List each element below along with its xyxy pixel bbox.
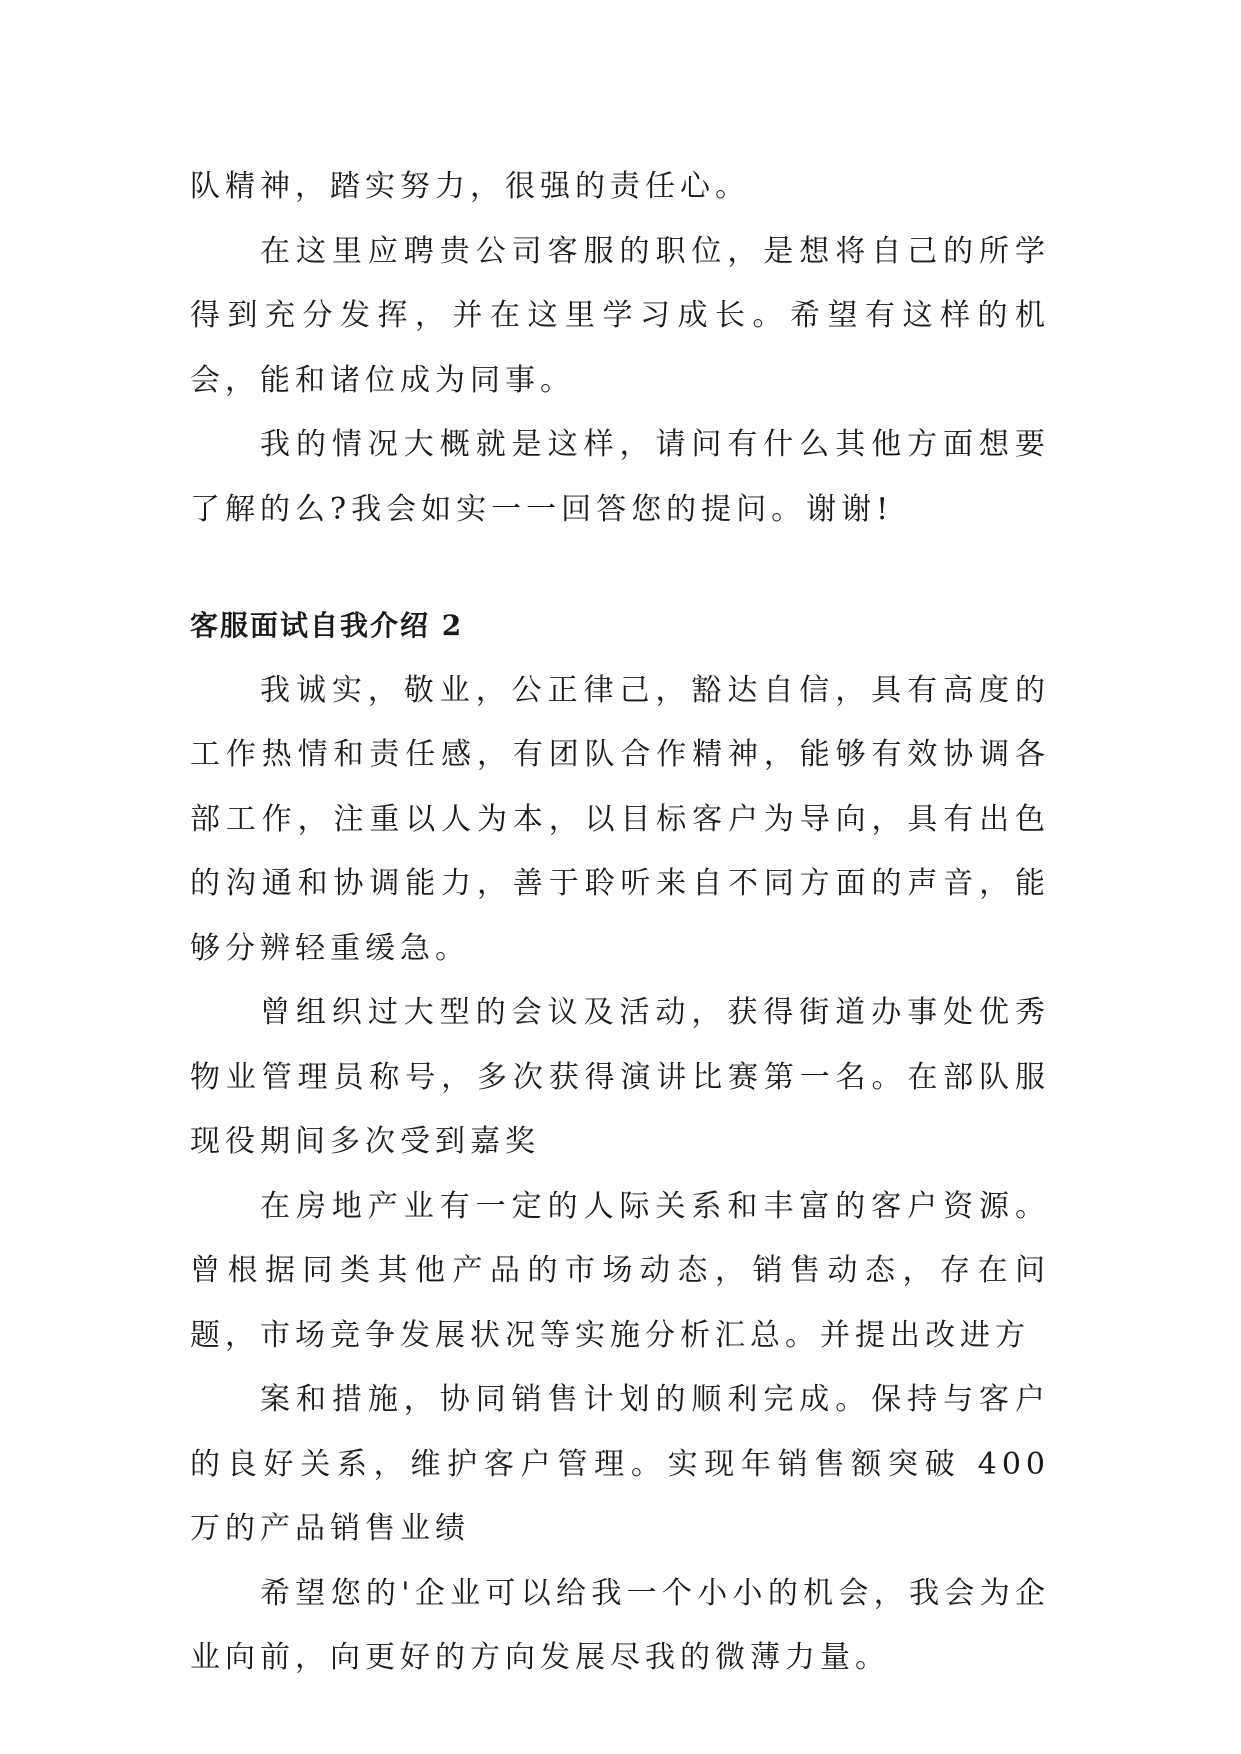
paragraph: 案和措施，协同销售计划的顺利完成。保持与客户的良好关系，维护客户管理。实现年销售额突破 400 万的产品销售业绩 xyxy=(190,1382,1050,1546)
paragraph: 我的情况大概就是这样，请问有什么其他方面想要了解的么?我会如实一一回答您的提问。谢谢! xyxy=(190,427,1050,527)
section-title: 客服面试自我介绍 2 xyxy=(190,609,464,642)
paragraph: 希望您的'企业可以给我一个小小的机会，我会为企业向前，向更好的方向发展尽我的微薄力量。 xyxy=(190,1575,1050,1675)
paragraph: 队精神，踏实努力，很强的责任心。 xyxy=(190,169,750,204)
paragraph: 曾组织过大型的会议及活动，获得街道办事处优秀物业管理员称号，多次获得演讲比赛第一名。在部队服现役期间多次受到嘉奖 xyxy=(190,995,1050,1159)
paragraph: 我诚实，敬业，公正律己，豁达自信，具有高度的工作热情和责任感，有团队合作精神，能够有效协调各部工作，注重以人为本，以目标客户为导向，具有出色的沟通和协调能力，善于聆听来自不同方面的声音，能够分辨轻重缓急。 xyxy=(190,672,1050,966)
document-body xyxy=(190,155,1050,1691)
paragraph: 在房地产业有一定的人际关系和丰富的客户资源。曾根据同类其他产品的市场动态，销售动态，存在问题，市场竞争发展状况等实施分析汇总。并提出改进方 xyxy=(190,1188,1050,1353)
paragraph: 在这里应聘贵公司客服的职位，是想将自己的所学得到充分发挥，并在这里学习成长。希望有这样的机会，能和诸位成为同事。 xyxy=(190,233,1050,398)
